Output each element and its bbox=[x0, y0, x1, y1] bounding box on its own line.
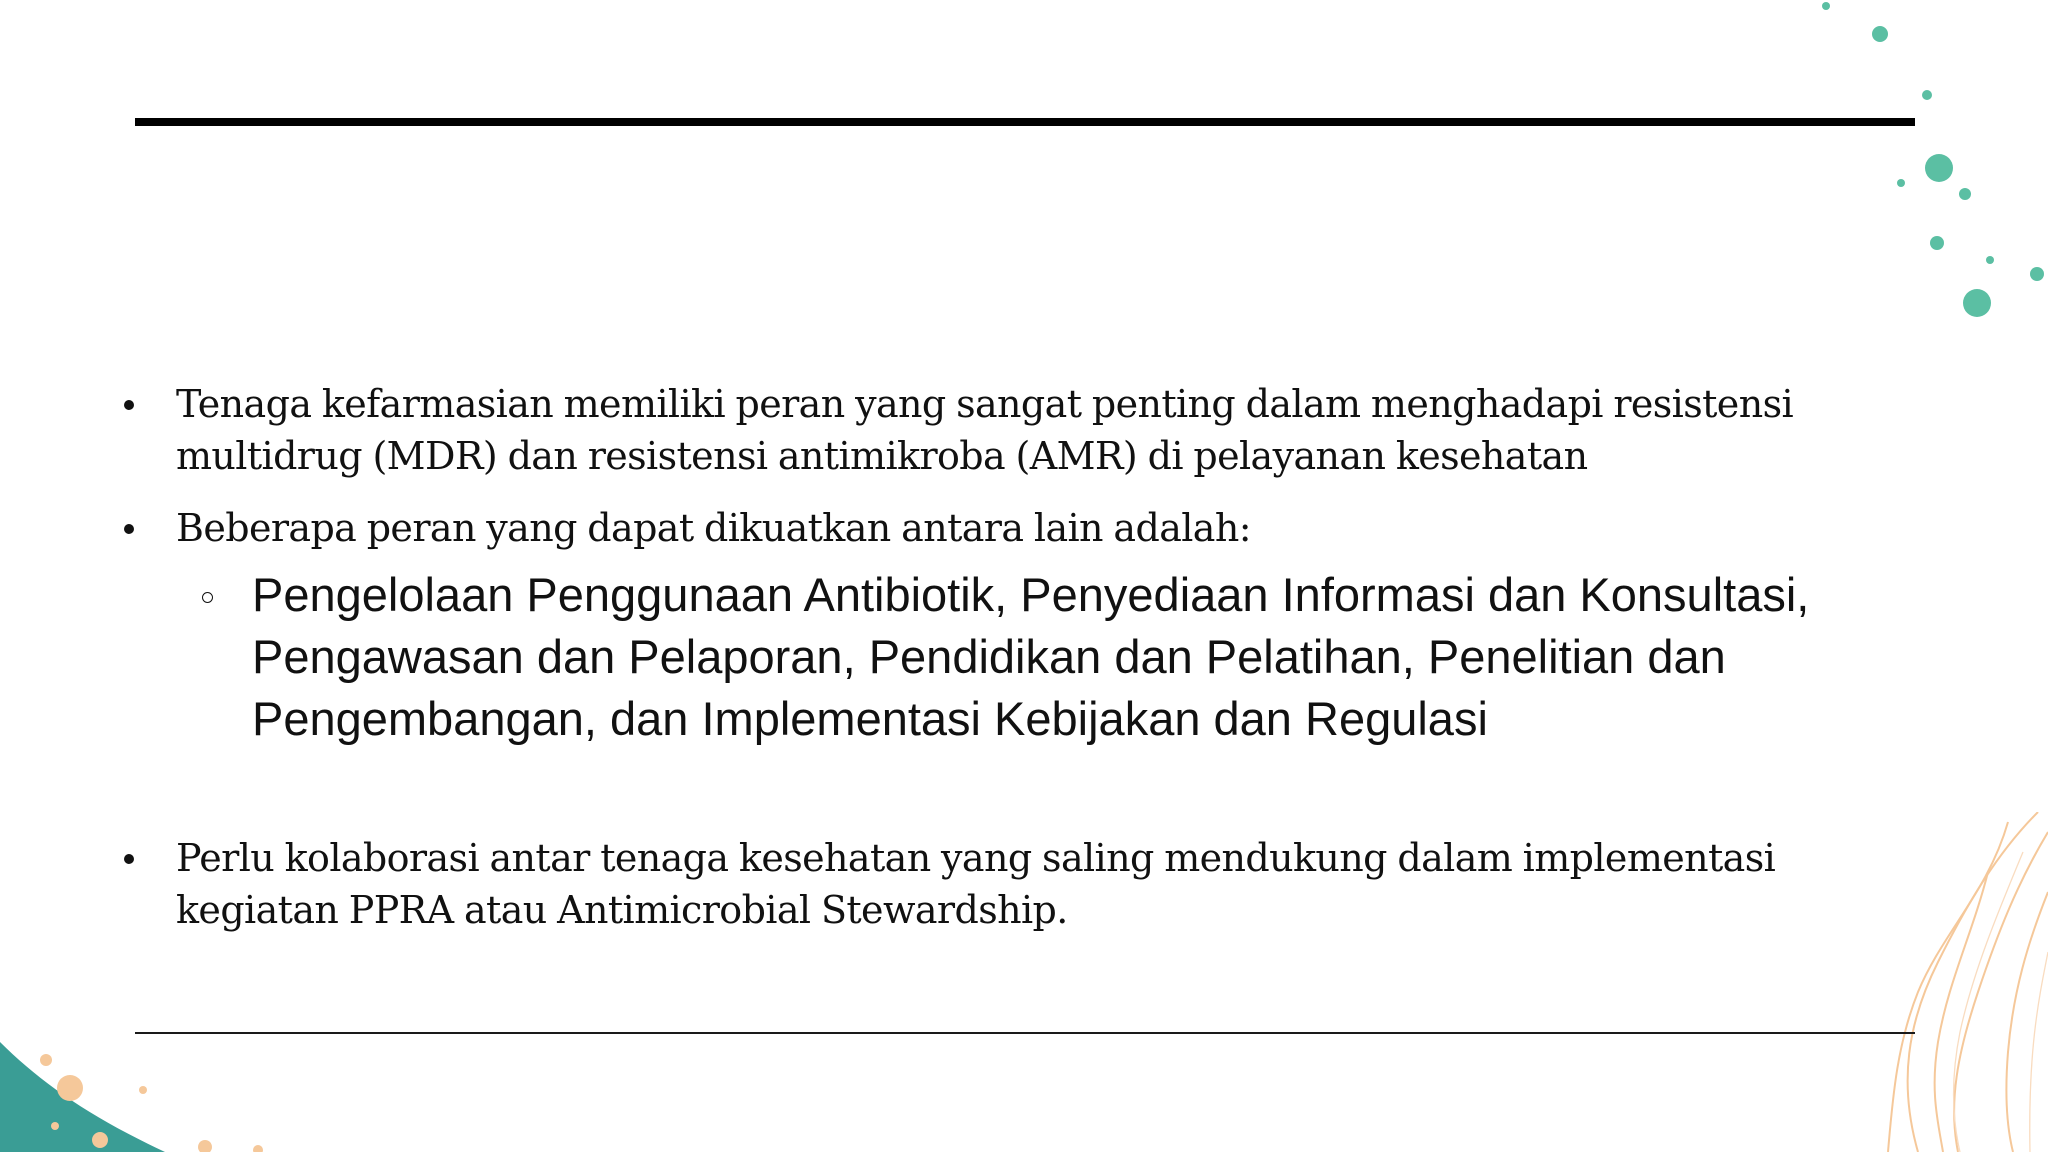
bullet-dot-icon bbox=[124, 524, 134, 534]
bullet-dot-icon bbox=[124, 854, 134, 864]
bullet-item bbox=[176, 378, 1876, 482]
sub-bullet-item bbox=[252, 564, 1812, 750]
bottom-rule bbox=[135, 1032, 1915, 1034]
hollow-circle-bullet-icon bbox=[202, 592, 213, 603]
bullet-dot-icon bbox=[124, 400, 134, 410]
bullet-text: Tenaga kefarmasian memiliki peran yang sangat penting dalam menghadapi resistensi multidrug (MDR) dan resistensi antimikroba (AMR) di pelayanan kesehatan bbox=[176, 382, 1794, 478]
top-rule bbox=[135, 118, 1915, 126]
teal-dots-decoration bbox=[1808, 0, 2048, 340]
leaf-line-decoration bbox=[1848, 812, 2048, 1152]
bullet-text: Perlu kolaborasi antar tenaga kesehatan yang saling mendukung dalam implementasi kegiatan PPRA atau Antimicrobial Stewardship. bbox=[176, 836, 1776, 932]
bullet-item bbox=[176, 832, 1876, 936]
bullet-item bbox=[176, 502, 1876, 554]
bullet-text: Beberapa peran yang dapat dikuatkan antara lain adalah: bbox=[176, 506, 1251, 550]
teal-corner-decoration bbox=[0, 1022, 300, 1152]
sub-bullet-text: Pengelolaan Penggunaan Antibiotik, Penyediaan Informasi dan Konsultasi, Pengawasan dan Pelaporan, Pendidikan dan Pelatihan, Penelitian dan Pengembangan, dan Implementasi Kebijakan dan Regulasi bbox=[252, 568, 1810, 745]
